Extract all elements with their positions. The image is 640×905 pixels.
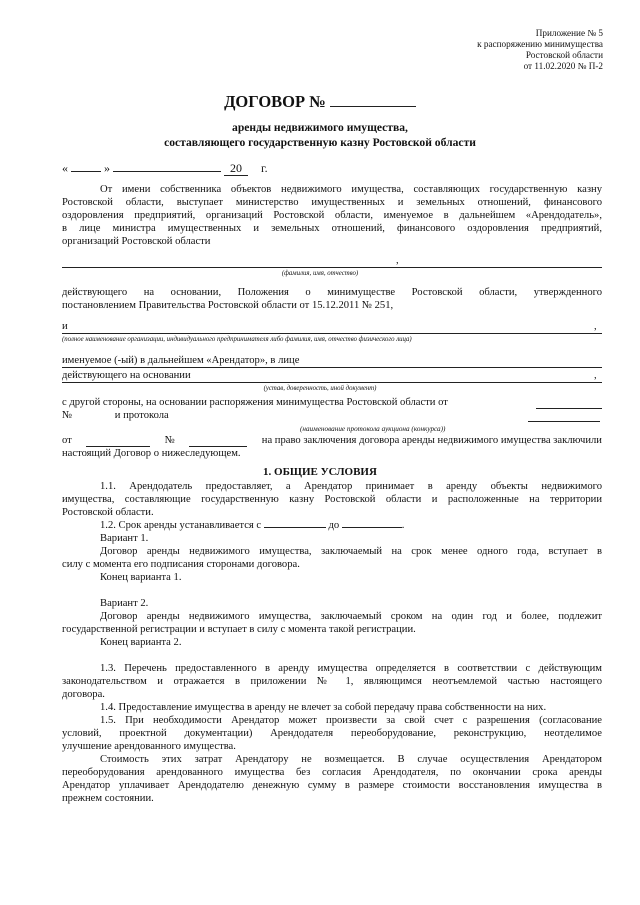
intro-line-5: организаций Ростовской области <box>62 236 211 247</box>
order-number-line <box>62 409 169 422</box>
annex-line-2: к распоряжению минимущества <box>477 39 603 49</box>
annex-line-4: от 11.02.2020 № П-2 <box>523 61 603 71</box>
variant-1-end: Конец варианта 1. <box>100 572 182 583</box>
acting-line: действующего на основании <box>62 370 191 381</box>
tenant-rule <box>62 367 602 368</box>
variant-2-line-2: государственной регистрации и вступает в силу с момента такой регистрации. <box>62 624 416 635</box>
acting-comma: , <box>594 370 597 381</box>
org-rule <box>62 333 602 334</box>
section-1-heading: 1. ОБЩИЕ УСЛОВИЯ <box>263 466 377 478</box>
date-close-quote: » <box>104 161 110 175</box>
document-caption: (устав, доверенность, иной документ) <box>263 385 377 392</box>
fio-rule <box>62 267 602 268</box>
acting-rule <box>62 382 602 383</box>
variant-1-title: Вариант 1. <box>100 533 149 544</box>
intro-line-4: в лице министра имущественных и земельных отношений, финансового оздоровления предприятий, <box>62 223 602 234</box>
clause-1-3-line-3: договора. <box>62 689 105 700</box>
protocol-caption: (наименование протокола аукциона (конкурса)) <box>300 425 446 433</box>
right-text: на право заключения договора аренды недвижимого имущества заключили <box>261 435 602 446</box>
clause-1-2-text: 1.2. Срок аренды устанавливается с <box>100 520 262 531</box>
clause-1-6-line-1: Стоимость этих затрат Арендатору не возмещается. В случае осуществления Арендатором <box>100 754 602 765</box>
basis-line-1: действующего на основании, Положения о минимуществе Ростовской области, утвержденного <box>62 287 602 298</box>
intro-line-1: От имени собственника объектов недвижимого имущества, составляющих государственную казну <box>100 184 602 195</box>
day-blank <box>71 171 101 172</box>
protocol-from-line <box>62 434 602 447</box>
annex-header <box>477 28 603 72</box>
variant-2-end: Конец варианта 2. <box>100 637 182 648</box>
protocol-number-label: № <box>164 435 175 446</box>
protocol-label: и протокола <box>114 410 169 421</box>
annex-line-3: Ростовской области <box>525 50 603 60</box>
year-suffix: г. <box>261 161 268 175</box>
contract-number-blank <box>330 106 416 107</box>
clause-1-6-line-3: Арендатор уплачивает Арендодателю денежную сумму в размере стоимости восстановления имущества в <box>62 780 602 791</box>
section-1-body <box>62 480 602 805</box>
variant-2-line-1: Договор аренды недвижимого имущества, заключаемый сроком на один год и более, подлежит <box>100 611 602 622</box>
clause-1-2: 1.2. Срок аренды устанавливается с до . <box>100 520 405 531</box>
document-subtitle-2: составляющего государственную казну Ростовской области <box>164 136 476 149</box>
basis-line-2: постановлением Правительства Ростовской области от 15.12.2011 № 251, <box>62 300 394 311</box>
lease-start-blank <box>264 527 326 528</box>
org-comma: , <box>594 321 597 332</box>
date-line <box>62 162 268 176</box>
clause-1-3-line-1: 1.3. Перечень предоставленного в аренду имущества определяется в соответствии с действующим <box>100 663 602 674</box>
order-date-blank <box>536 396 602 409</box>
from-label: от <box>62 435 72 446</box>
variant-1-line-2: силу с момента его подписания сторонами договора. <box>62 559 300 570</box>
clause-1-5-line-2: условий, проектной документации) Арендодателя переоборудование, реконструкцию, неотделимое <box>62 728 602 739</box>
clause-1-5-line-1: 1.5. При необходимости Арендатор может произвести за свой счет с разрешения (согласование <box>100 715 602 726</box>
intro-line-3: оздоровления предприятий, организаций Ростовской области, именуемое в дальнейшем «Арендодатель», <box>62 210 602 221</box>
document-title <box>0 92 640 112</box>
order-number-label: № <box>62 410 73 421</box>
basis-paragraph <box>62 286 602 312</box>
clause-1-3-line-2: законодательством и отражается в приложении № 1, являющимся неотъемлемой частью настоящего <box>62 676 602 687</box>
clause-1-6-line-2: переоборудования арендованного имущества без согласия Арендодателя, по окончании срока аренды <box>62 767 602 778</box>
fio-caption: (фамилия, имя, отчество) <box>281 270 359 277</box>
clause-1-1-line-2: имущества, составляющие государственную казну Ростовской области и расположенные на территории <box>62 494 602 505</box>
org-caption: (полное наименование организации, индивидуального предпринимателя либо фамилия, имя, отчество физического лица) <box>62 336 412 343</box>
tenant-line: именуемое (-ый) в дальнейшем «Арендатор», в лице <box>62 355 300 366</box>
protocol-number-blank <box>189 434 247 447</box>
clause-1-5-line-3: улучшение арендованного имущества. <box>62 741 236 752</box>
annex-line-1: Приложение № 5 <box>535 28 603 38</box>
clause-1-1-line-1: 1.1. Арендодатель предоставляет, а Арендатор принимает в аренду объекты недвижимого <box>100 481 602 492</box>
intro-line-2: Ростовской области, выступает министерство имущественных и земельных отношений, финансового <box>62 197 602 208</box>
variant-2-title: Вариант 2. <box>100 598 149 609</box>
and-label: и <box>62 321 68 332</box>
document-title-text: ДОГОВОР № <box>224 92 326 111</box>
month-blank <box>113 171 221 172</box>
protocol-rule <box>528 421 600 422</box>
conclude-line: настоящий Договор о нижеследующем. <box>62 448 241 459</box>
document-subtitle-1: аренды недвижимого имущества, <box>232 121 408 134</box>
clause-1-1-line-3: Ростовской области. <box>62 507 154 518</box>
other-side-text: с другой стороны, на основании распоряжения минимущества Ростовской области от <box>62 397 448 408</box>
fio-comma: , <box>396 255 399 266</box>
other-side-line <box>62 396 602 409</box>
clause-1-2-until: до <box>328 520 340 531</box>
year-value: 20 <box>224 162 248 176</box>
variant-1-line-1: Договор аренды недвижимого имущества, заключаемый на срок менее одного года, вступает в <box>100 546 602 557</box>
clause-1-6-line-4: прежнем состоянии. <box>62 793 154 804</box>
lease-end-blank <box>342 527 402 528</box>
intro-paragraph <box>62 183 602 248</box>
clause-1-4: 1.4. Предоставление имущества в аренду не влечет за собой передачу права собственности на них. <box>100 702 547 713</box>
date-open-quote: « <box>62 161 68 175</box>
protocol-date-blank <box>86 434 150 447</box>
